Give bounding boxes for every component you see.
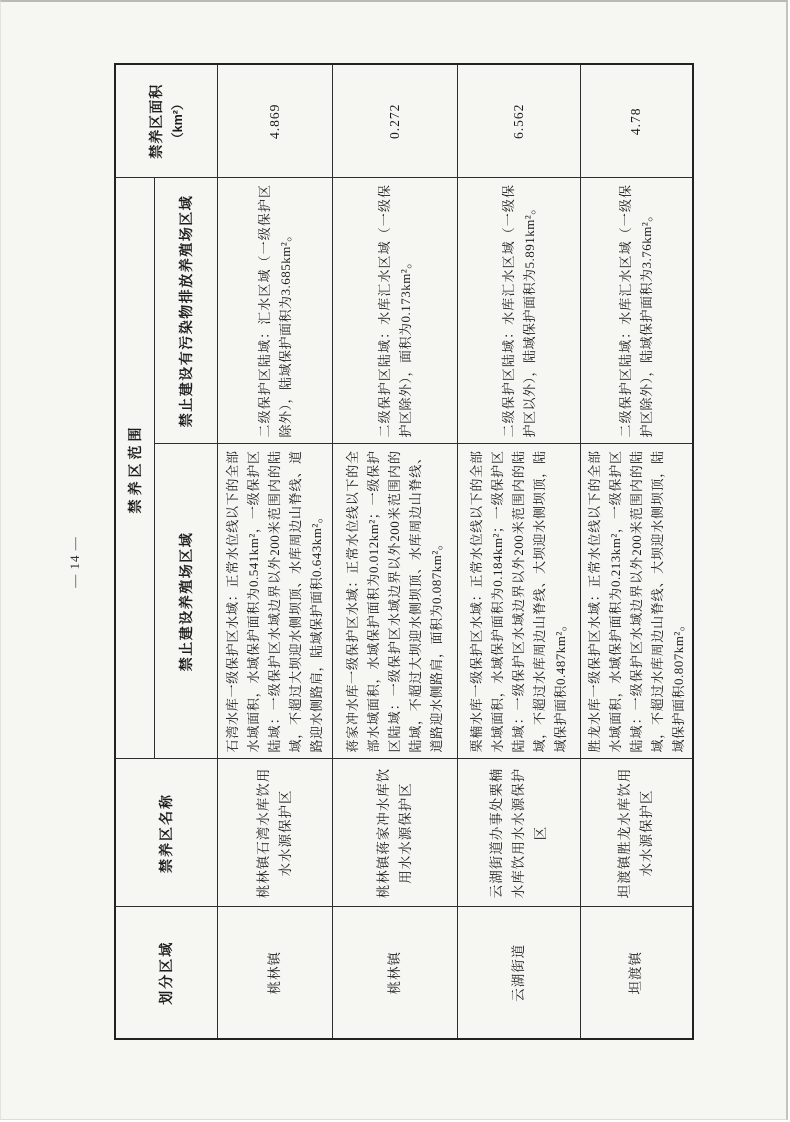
header-division: 划分区域 — [115, 907, 217, 1039]
no-pollution-discharge-cell: 二级保护区陆域：水库汇水区域（一级保护区除外），陆域保护面积为3.76km²。 — [580, 178, 693, 444]
division-cell: 桃林镇 — [217, 907, 332, 1039]
landscape-content — [114, 65, 691, 1040]
table-row — [580, 64, 693, 1039]
no-farm-zone-cell: 栗楠水库一级保护区水域：正常水位线以下的全部水域面积，水域保护面积为0.184km²；一级保护区陆域：一级保护区水域边界以外200米范围内的陆域，不超过水库周边山脊线、大坝迎水侧坝顶，陆域保护面积0.487km²。 — [457, 444, 580, 759]
table-row — [457, 64, 580, 1039]
area-value-cell: 6.562 — [457, 64, 580, 178]
table-row — [332, 64, 457, 1039]
division-cell: 坦渡镇 — [580, 907, 693, 1039]
no-farm-zone-cell: 石湾水库一级保护区水域：正常水位线以下的全部水域面积，水域保护面积为0.541km²，一级保护区陆域：一级保护区水域边界以外200米范围内的陆域，不超过大坝迎水侧坝顶、水库周边山脊线、道路迎水侧路肩，陆域保护面积0.643km²。 — [217, 444, 332, 759]
zone-name-cell: 坦渡镇胜龙水库饮用水水源保护区 — [580, 759, 693, 907]
header-no-farm: 禁止建设养殖场区域 — [154, 444, 217, 759]
no-pollution-discharge-cell: 二级保护区陆域：水库汇水区域（一级保护区除外），面积为0.173km²。 — [332, 178, 457, 444]
area-value-cell: 4.869 — [217, 64, 332, 178]
area-value-cell: 0.272 — [332, 64, 457, 178]
prohibited-zone-table — [114, 63, 694, 1040]
header-area — [115, 64, 217, 178]
zone-name-cell: 桃林镇蒋家冲水库饮用水水源保护区 — [332, 759, 457, 907]
page-number: — 14 — — [67, 536, 82, 588]
no-farm-zone-cell: 胜龙水库一级保护区水域：正常水位线以下的全部水域面积，水域保护面积为0.213km²，一级保护区陆域：一级保护区水域边界以外200米范围内的陆域，不超过水库周边山脊线、大坝迎水侧坝顶，陆域保护面积0.807km²。 — [580, 444, 693, 759]
header-scope: 禁养区范围 — [115, 178, 154, 759]
header-area-unit: （km²） — [171, 97, 186, 145]
table-header — [115, 64, 217, 1039]
no-pollution-discharge-cell: 二级保护区陆域：汇水区域（一级保护区除外），陆域保护面积为3.685km²。 — [217, 178, 332, 444]
no-pollution-discharge-cell: 二级保护区陆域：水库汇水区域（一级保护区以外），陆域保护面积为5.891km²。 — [457, 178, 580, 444]
division-cell: 桃林镇 — [332, 907, 457, 1039]
zone-name-cell: 桃林镇石湾水库饮用水水源保护区 — [217, 759, 332, 907]
area-value-cell: 4.78 — [580, 64, 693, 178]
header-zone-name: 禁养区名称 — [115, 759, 217, 907]
division-cell: 云湖街道 — [457, 907, 580, 1039]
table-row — [217, 64, 332, 1039]
table-body — [217, 64, 693, 1039]
zone-name-cell: 云湖街道办事处栗楠水库饮用水水源保护区 — [457, 759, 580, 907]
rotated-table-area — [114, 65, 691, 1040]
header-no-pollution: 禁止建设有污染物排放养殖场区域 — [154, 178, 217, 444]
header-area-title: 禁养区面积 — [148, 83, 165, 159]
no-farm-zone-cell: 蒋家冲水库一级保护区水域：正常水位线以下的全部水域面积，水域保护面积为0.012km²；一级保护区陆域：一级保护区水域边界以外200米范围内的陆域，不超过大坝迎水侧坝顶、水库周边山脊线、道路迎水侧路肩，面积为0.087km²。 — [332, 444, 457, 759]
